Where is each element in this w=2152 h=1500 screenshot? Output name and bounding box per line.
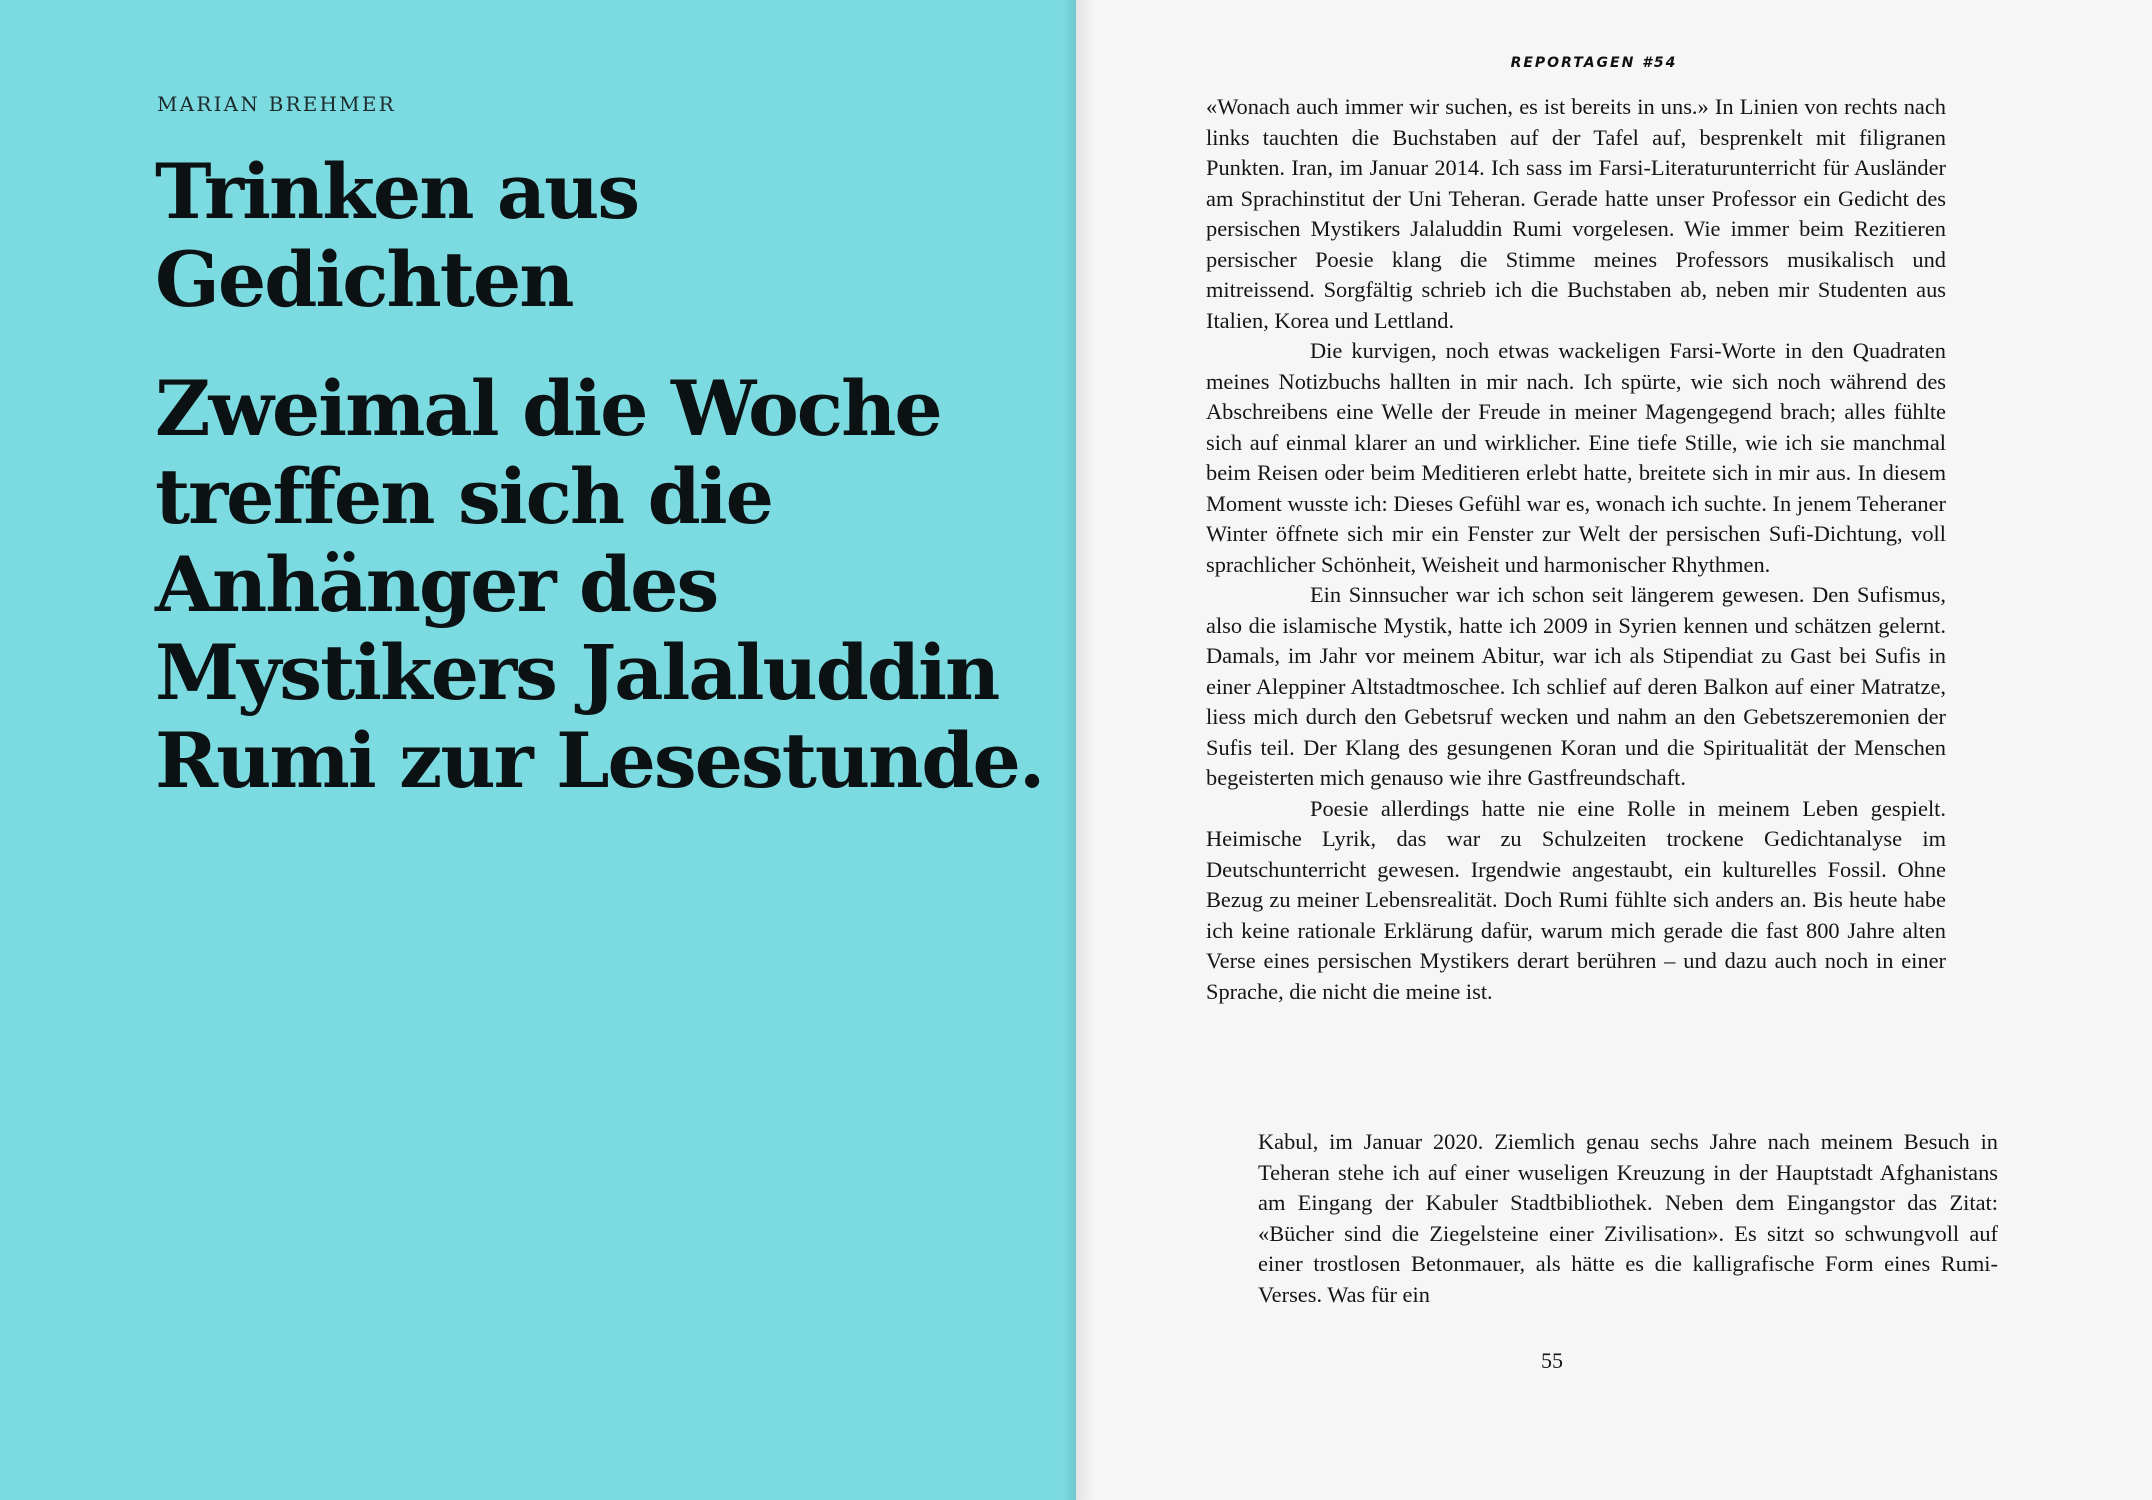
paragraph: Poesie allerdings hatte nie eine Rolle in meinem Leben gespielt. Heimische Lyrik, das war zu Schulzeiten trockene Gedichtanalyse im Deutschunterricht gewesen. Irgendwie angestaubt, ein kulturelles Fossil. Ohne Bezug zu meiner Lebensrealität. Doch Rumi fühlte sich anders an. Bis heute habe ich keine rationale Erklärung dafür, warum mich gerade die fast 800 Jahre alten Verse eines persischen Mystikers derart berühren – und dazu auch noch in einer Sprache, die nicht die meine ist. (1206, 795, 1946, 1004)
running-head: REPORTAGEN #54 (1510, 55, 1678, 71)
page-number: 55 (1541, 1348, 1563, 1373)
paragraph: «Wonach auch immer wir suchen, es ist bereits in uns.» In Linien von rechts nach links tauchten die Buchstaben auf der Tafel auf, besprenkelt mit filigranen Punkten. Iran, im Januar 2014. Ich sass im Farsi-Literaturunterricht für Ausländer am Sprachinstitut der Uni Teheran. Gerade hatte unser Professor ein Gedicht des persischen Mystikers Jalaluddin Rumi vorgelesen. Wie immer beim Rezitieren persischer Poesie klang die Stimme meines Professors musikalisch und mitreissend. Sorgfältig schrieb ich die Buchstaben ab, neben mir Studenten aus Italien, Korea und Lettland. (1206, 94, 1946, 333)
author-name: MARIAN BREHMER (157, 92, 396, 116)
section-two-paragraph: Kabul, im Januar 2020. Ziemlich genau sechs Jahre nach meinem Besuch in Teheran stehe ich auf einer wuseligen Kreuzung in der Hauptstadt Afghanistans am Eingang der Kabuler Stadtbibliothek. Neben dem Eingangstor das Zitat: «Bücher sind die Ziegelsteine einer Zivilisation». Es sitzt so schwungvoll auf einer trostlosen Betonmauer, als hätte es die kalligrafische Form eines Rumi-Verses. Was für ein (1258, 1129, 1998, 1307)
gutter-shadow-left (1062, 0, 1076, 1500)
paragraph: Ein Sinnsucher war ich schon seit längerem gewesen. Den Sufismus, also die islamische Mystik, hatte ich 2009 in Syrien kennen und schätzen gelernt. Damals, im Jahr vor meinem Abitur, war ich als Stipendiat zu Gast bei Sufis in einer Aleppiner Altstadtmoschee. Ich schlief auf deren Balkon auf einer Matratze, liess mich durch den Gebetsruf wecken und nahm an den Gebetszeremonien der Sufis teil. Der Klang des gesungenen Koran und die Spiritualität der Menschen begeisterten mich genauso wie ihre Gastfreundschaft. (1206, 582, 1946, 790)
gutter-shadow-right (1076, 0, 1094, 1500)
article-lead: Zweimal die Woche treffen sich die Anhänger des Mystikers Jalaluddin Rumi zur Lesestunde. (155, 364, 1044, 805)
article-title: Trinken aus Gedichten (155, 147, 639, 324)
paragraph: Die kurvigen, noch etwas wackeligen Farsi-Worte in den Quadraten meines Notizbuchs hallten in mir nach. Ich spürte, wie sich noch während des Abschreibens eine Welle der Freude in meiner Magengegend brach; alles fühlte sich auf einmal klarer an und wirklicher. Eine tiefe Stille, wie ich sie manchmal beim Reisen oder beim Meditieren erlebt hatte, breitete sich in mir aus. In diesem Moment wusste ich: Dieses Gefühl war es, wonach ich suchte. In jenem Teheraner Winter öffnete sich mir ein Fenster zur Welt der persischen Sufi-Dichtung, voll sprachlicher Schönheit, Weisheit und harmonischer Rhythmen. (1206, 338, 1946, 577)
right-page (1076, 0, 2152, 1500)
body-text (1206, 92, 1946, 1007)
